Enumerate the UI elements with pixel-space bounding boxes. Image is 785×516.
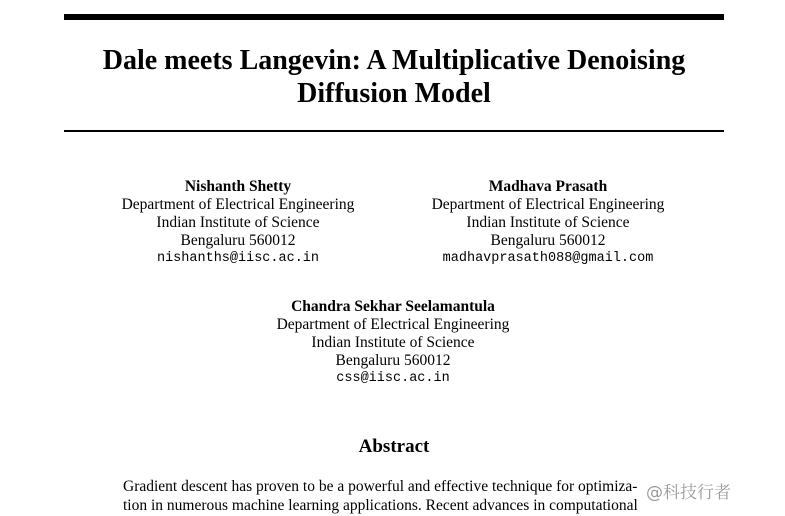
paper-title — [64, 44, 724, 110]
title-bottom-rule — [64, 130, 724, 132]
abstract-heading: Abstract — [358, 436, 430, 457]
abstract-line-1: Gradient descent has proven to be a powerful and effective technique for optimiza- — [123, 478, 638, 495]
author-city: Bengaluru 560012 — [180, 232, 296, 249]
author-block-2 — [398, 178, 698, 268]
abstract-line-2: tion in numerous machine learning applications. Recent advances in computational — [123, 497, 638, 514]
author-email: nishanths@iisc.ac.in — [156, 251, 320, 266]
title-line-2: Diffusion Model — [297, 78, 491, 109]
author-city: Bengaluru 560012 — [335, 352, 451, 369]
author-name: Nishanth Shetty — [184, 178, 292, 195]
author-name: Chandra Sekhar Seelamantula — [291, 298, 495, 315]
title-line-1: Dale meets Langevin: A Multiplicative Denoising — [102, 45, 686, 76]
author-name: Madhava Prasath — [488, 178, 608, 195]
author-city: Bengaluru 560012 — [490, 232, 606, 249]
author-department: Department of Electrical Engineering — [431, 196, 665, 213]
author-institute: Indian Institute of Science — [156, 214, 320, 231]
author-department: Department of Electrical Engineering — [276, 316, 510, 333]
author-email: madhavprasath088@gmail.com — [442, 251, 654, 266]
abstract-body — [123, 477, 663, 515]
top-rule — [64, 14, 724, 20]
watermark: @科技行者 — [646, 478, 731, 503]
author-block-3 — [243, 298, 543, 388]
author-institute: Indian Institute of Science — [466, 214, 630, 231]
author-department: Department of Electrical Engineering — [121, 196, 355, 213]
author-institute: Indian Institute of Science — [311, 334, 475, 351]
author-email: css@iisc.ac.in — [336, 371, 450, 386]
author-block-1 — [88, 178, 388, 268]
